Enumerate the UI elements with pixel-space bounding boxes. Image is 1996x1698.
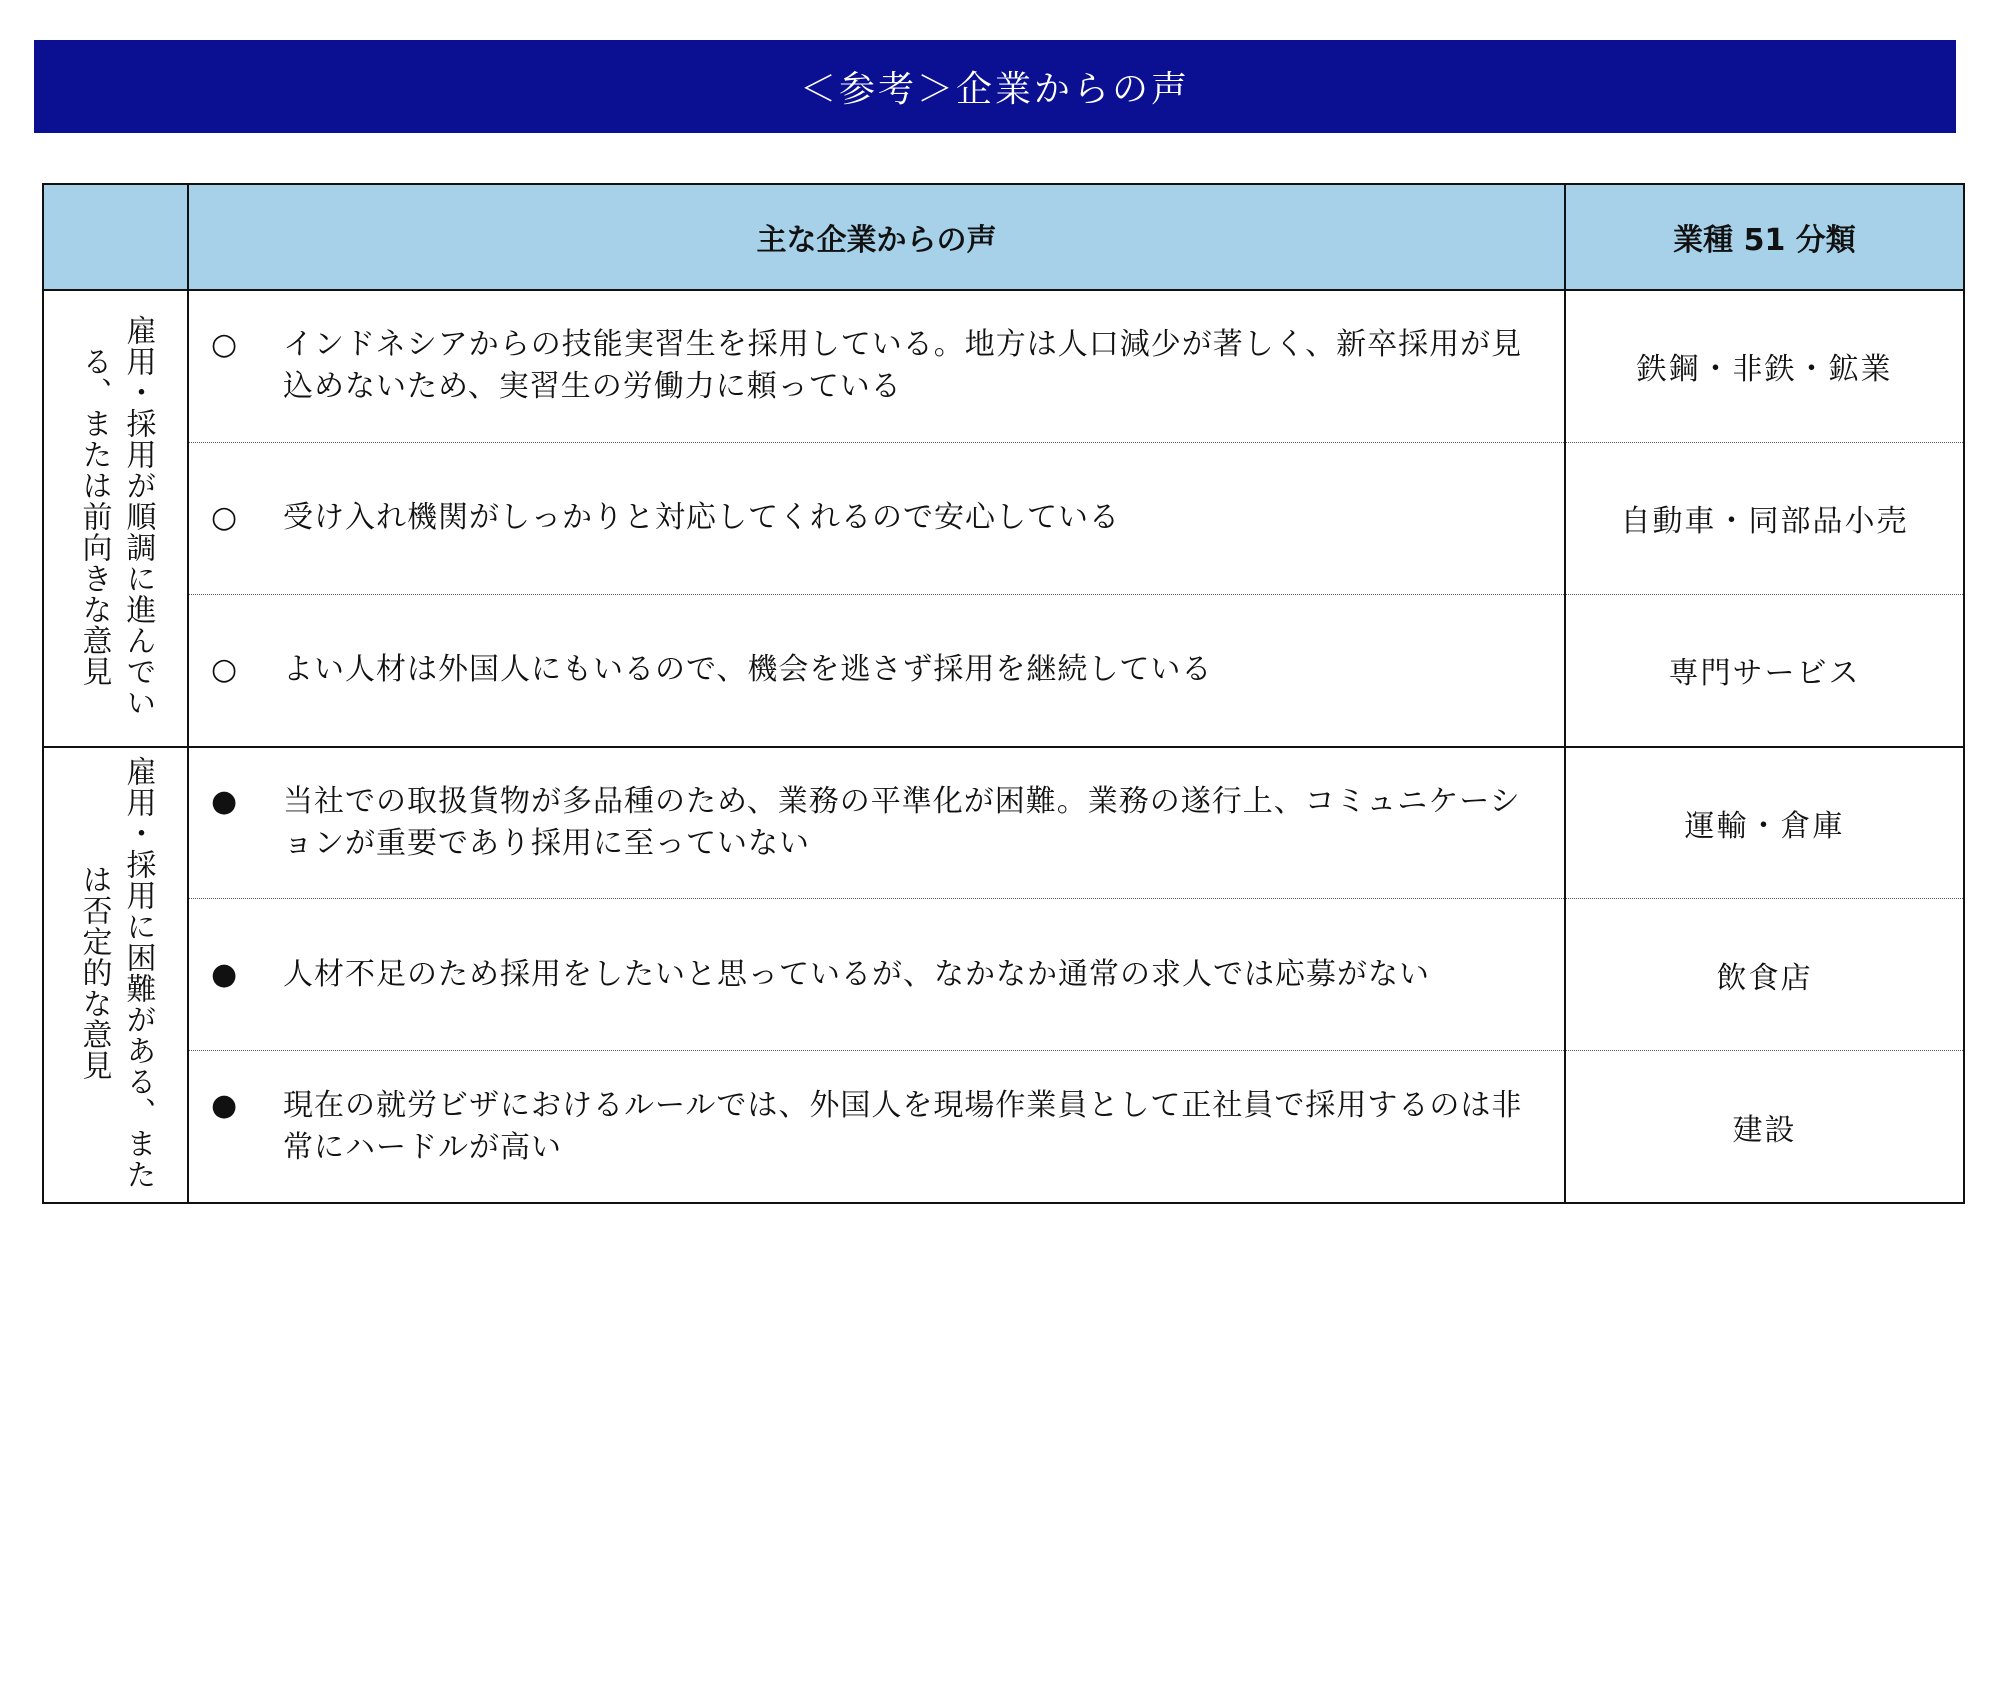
industry-cell: 飲食店 xyxy=(1565,899,1964,1051)
table-row xyxy=(43,747,1964,899)
industry-cell: 運輸・倉庫 xyxy=(1565,747,1964,899)
table-row xyxy=(43,594,1964,746)
open-circle-icon: ○ xyxy=(211,652,238,688)
table-row xyxy=(43,1051,1964,1203)
industry-cell: 鉄鋼・非鉄・鉱業 xyxy=(1565,290,1964,442)
industry-cell: 自動車・同部品小売 xyxy=(1565,442,1964,594)
header-category xyxy=(43,184,188,290)
comment-text: 受け入れ機関がしっかりと対応してくれるので安心している xyxy=(283,500,1120,536)
table-row xyxy=(43,290,1964,442)
comment-text: 当社での取扱貨物が多品種のため、業務の平準化が困難。業務の遂行上、コミュニケーションが重要であり採用に至っていない xyxy=(283,783,1521,861)
industry-cell: 専門サービス xyxy=(1565,594,1964,746)
table-row xyxy=(43,442,1964,594)
company-voices-table xyxy=(42,183,1965,1204)
category-label: 雇用・採用に困難がある、または否定的な意見 xyxy=(76,755,156,1190)
industry-cell: 建設 xyxy=(1565,1051,1964,1203)
table-row xyxy=(43,899,1964,1051)
page-title: ＜参考＞企業からの声 xyxy=(799,69,1190,110)
page-title-banner xyxy=(34,40,1956,133)
comment-cell xyxy=(188,290,1565,442)
header-industry: 業種 51 分類 xyxy=(1565,184,1964,290)
open-circle-icon: ○ xyxy=(211,500,238,536)
filled-circle-icon: ● xyxy=(211,1087,238,1123)
header-comments: 主な企業からの声 xyxy=(188,184,1565,290)
comment-cell xyxy=(188,594,1565,746)
comment-cell xyxy=(188,1051,1565,1203)
comment-text: 現在の就労ビザにおけるルールでは、外国人を現場作業員として正社員で採用するのは非常にハードルが高い xyxy=(283,1087,1523,1165)
comment-text: よい人材は外国人にもいるので、機会を逃さず採用を継続している xyxy=(283,652,1213,688)
category-positive xyxy=(43,290,188,746)
comment-cell xyxy=(188,747,1565,899)
filled-circle-icon: ● xyxy=(211,956,238,992)
comment-cell xyxy=(188,899,1565,1051)
filled-circle-icon: ● xyxy=(211,783,238,819)
comment-text: インドネシアからの技能実習生を採用している。地方は人口減少が著しく、新卒採用が見込めないため、実習生の労働力に頼っている xyxy=(283,327,1523,405)
comment-text: 人材不足のため採用をしたいと思っているが、なかなか通常の求人では応募がない xyxy=(283,956,1430,992)
comment-cell xyxy=(188,442,1565,594)
table-header-row xyxy=(43,184,1964,290)
category-negative xyxy=(43,747,188,1203)
open-circle-icon: ○ xyxy=(211,327,238,363)
category-label: 雇用・採用が順調に進んでいる、または前向きな意見 xyxy=(76,314,156,718)
